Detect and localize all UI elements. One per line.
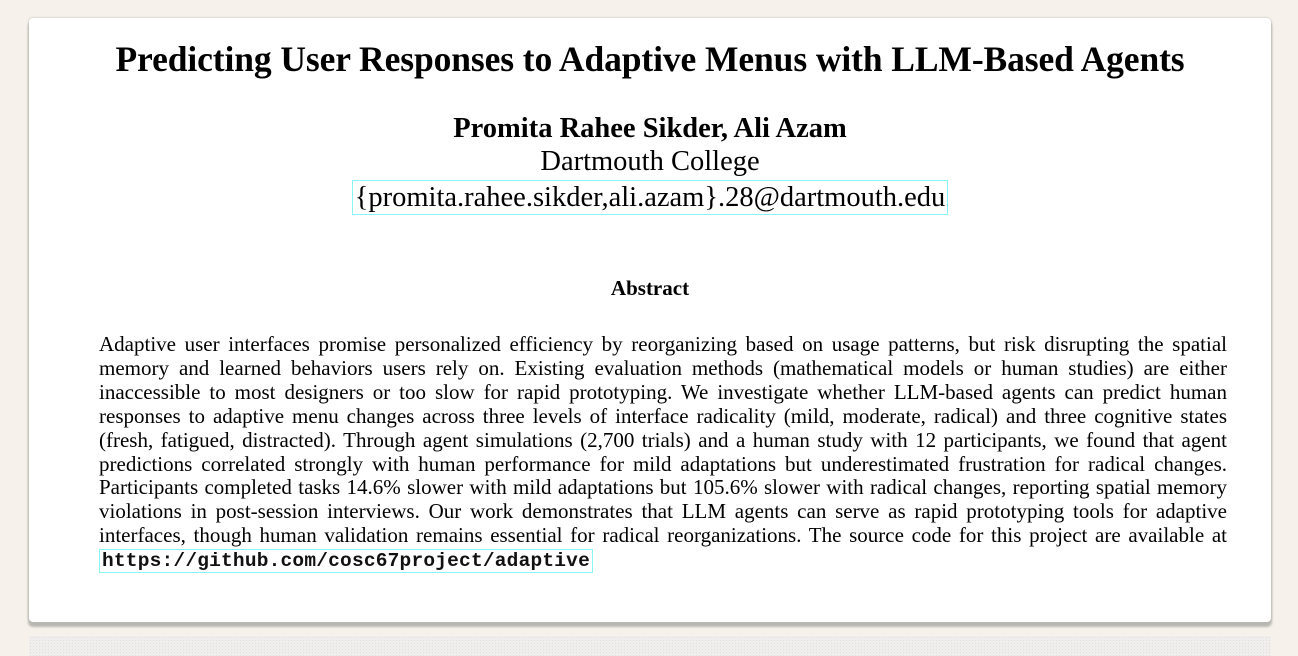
paper-affiliation: Dartmouth College [540, 146, 760, 177]
abstract-text: Adaptive user interfaces promise personalized efficiency by reorganizing based on usage patterns, but risk disrupting the spatial memory and learned behaviors users rely on. Existing evaluation methods (mathematical models or human studies) are either inaccessible to most designers or too slow for rapid prototyping. We investigate whether LLM-based agents can predict human responses to adaptive menu changes across three levels of interface radicality (mild, moderate, radical) and three cognitive states (fresh, fatigued, distracted). Through agent simulations (2,700 trials) and a human study with 12 participants, we found that agent predictions correlated strongly with human performance for mild adaptations but underestimated frustration for radical changes. Participants completed tasks 14.6% slower with mild adaptations but 105.6% slower with radical changes, reporting spatial memory violations in post-session interviews. Our work demonstrates that LLM agents can serve as rapid prototyping tools for adaptive interfaces, though human validation remains essential for radical reorganizations. The source code for this project are available at [99, 332, 1227, 548]
paper-page [29, 18, 1271, 622]
abstract-body [99, 333, 1227, 574]
abstract-heading: Abstract [610, 276, 690, 300]
author-email-link[interactable]: {promita.rahee.sikder,ali.azam}.28@dartmouth.edu [352, 180, 949, 215]
repo-link[interactable]: https://github.com/cosc67project/adaptive [99, 549, 593, 573]
paper-authors: Promita Rahee Sikder, Ali Azam [453, 113, 847, 144]
paper-title: Predicting User Responses to Adaptive Menus with LLM-Based Agents [115, 39, 1185, 79]
email-row [29, 180, 1271, 215]
next-page-edge [29, 636, 1271, 656]
